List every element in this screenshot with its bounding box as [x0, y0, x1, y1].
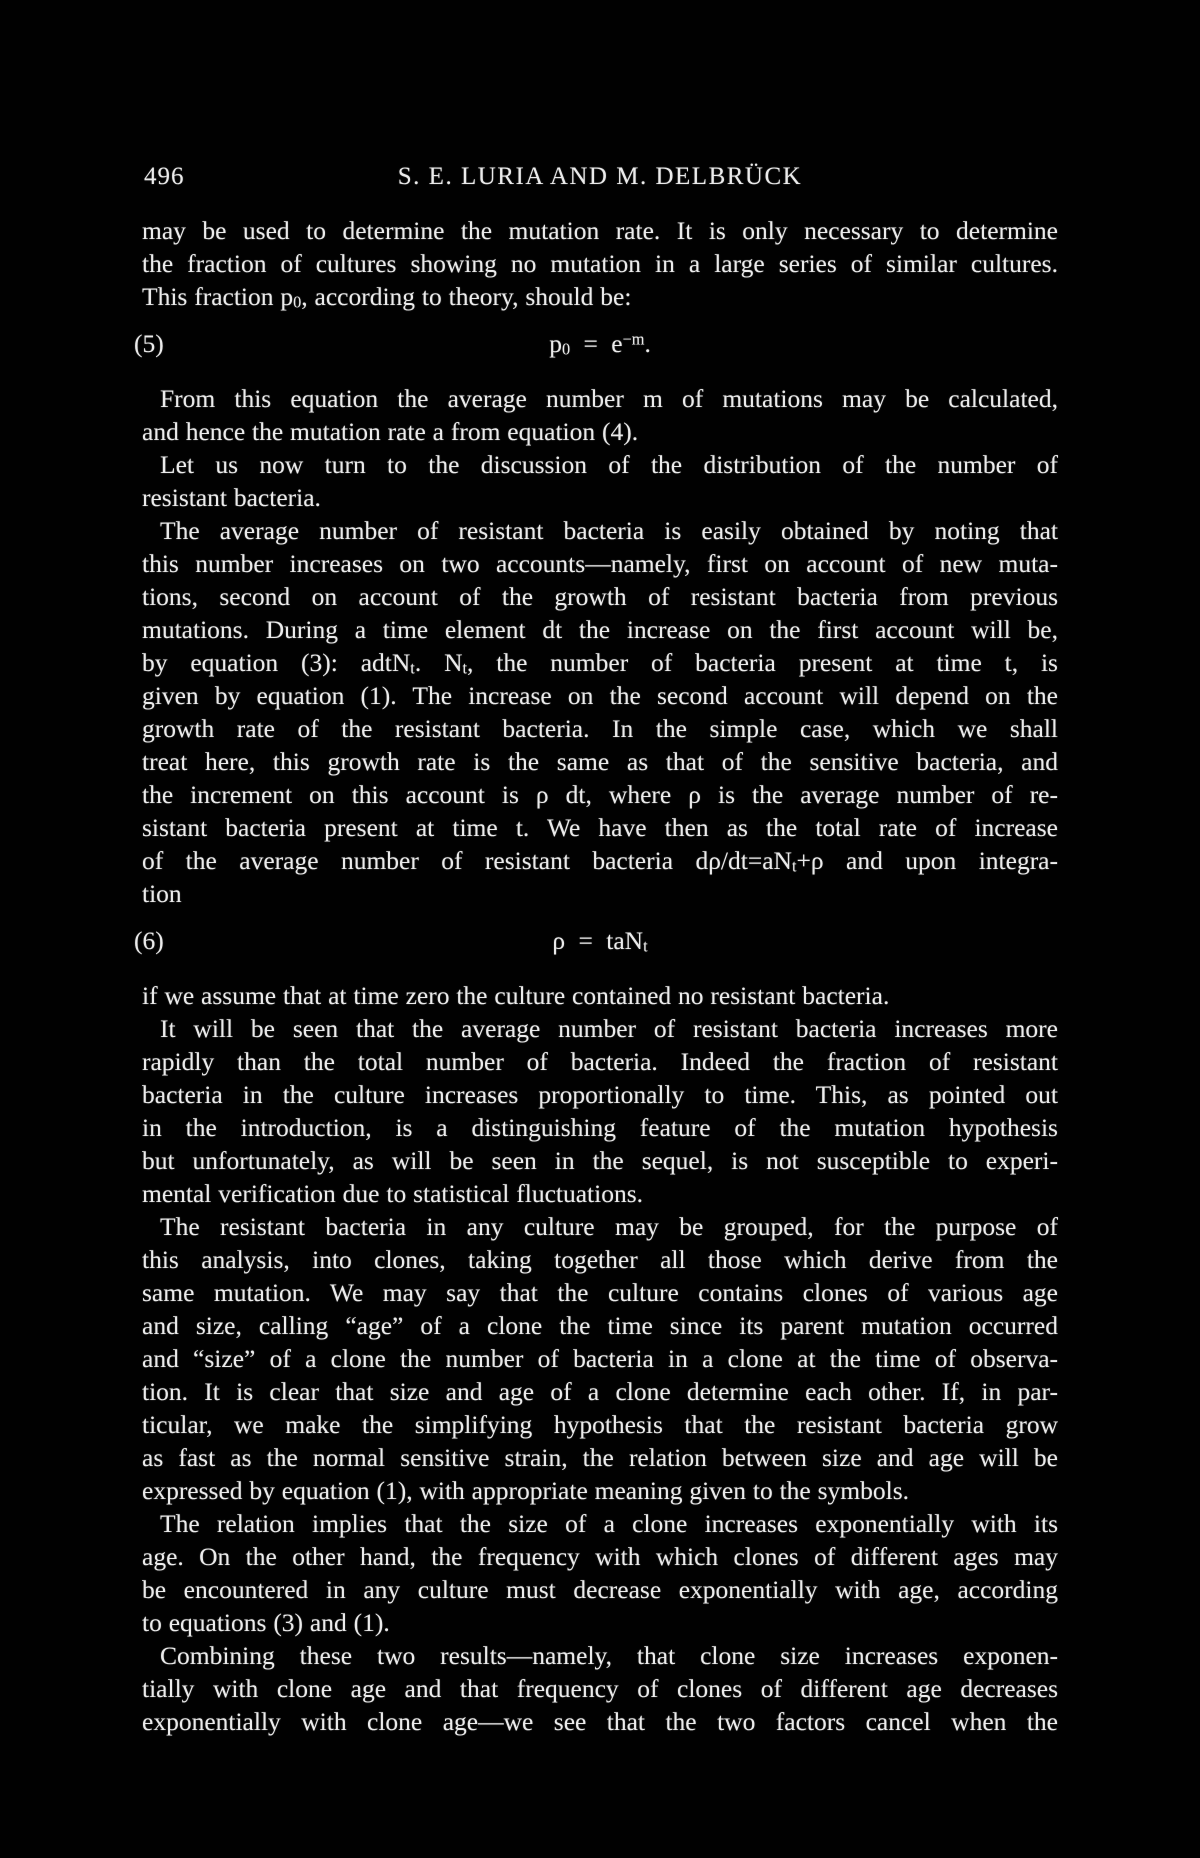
paragraph: [142, 1012, 1058, 1210]
text-line: expressed by equation (1), with appropriate meaning given to the symbols.: [142, 1476, 909, 1505]
text-line: and “size” of a clone the number of bacteria in a clone at the time of observa-: [142, 1344, 1058, 1373]
text-line: and size, calling “age” of a clone the time since its parent mutation occurred: [142, 1311, 1058, 1340]
page-number: 496: [144, 163, 185, 190]
page-body: [134, 214, 1058, 1738]
text-line: mental verification due to statistical fluctuations.: [142, 1179, 644, 1208]
text-line: The relation implies that the size of a clone increases exponentially with its: [160, 1509, 1058, 1538]
paragraph: [142, 514, 1058, 910]
text-line: the fraction of cultures showing no mutation in a large series of similar cultures.: [142, 249, 1058, 278]
text-line: rapidly than the total number of bacteria. Indeed the fraction of resistant: [142, 1047, 1058, 1076]
text-line: sistant bacteria present at time t. We have then as the total rate of increase: [142, 813, 1058, 842]
text-line: this number increases on two accounts—namely, first on account of new muta-: [142, 549, 1058, 578]
equation-formula: $p_0 = e^{-m}$.: [549, 329, 651, 359]
text-line: by equation (3): adtN$_t$. $N_t$, the number of bacteria present at time t, is: [142, 648, 1058, 678]
paragraph: [142, 448, 1058, 514]
text-line: age. On the other hand, the frequency with which clones of different ages may: [142, 1542, 1058, 1571]
page-header: [142, 160, 1058, 194]
text-line: This fraction $p_0$, according to theory, should be:: [142, 282, 632, 312]
equation-formula: ρ = taN$_t$: [552, 926, 648, 956]
running-title: S. E. LURIA AND M. DELBRÜCK: [397, 163, 803, 190]
paragraph: [142, 214, 1058, 313]
text-line: same mutation. We may say that the culture contains clones of various age: [142, 1278, 1058, 1307]
text-line: From this equation the average number m of mutations may be calculated,: [160, 384, 1058, 413]
text-line: treat here, this growth rate is the same as that of the sensitive bacteria, and: [142, 747, 1058, 776]
text-line: given by equation (1). The increase on the second account will depend on the: [142, 681, 1058, 710]
text-line: of the average number of resistant bacteria $d\rho/dt=aN_t+\rho$ and upon integra-: [142, 846, 1058, 876]
text-line: Let us now turn to the discussion of the distribution of the number of: [160, 450, 1058, 479]
text-line: ticular, we make the simplifying hypothesis that the resistant bacteria grow: [142, 1410, 1058, 1439]
text-line: tion. It is clear that size and age of a clone determine each other. If, in par-: [142, 1377, 1058, 1406]
text-line: The average number of resistant bacteria is easily obtained by noting that: [160, 516, 1058, 545]
equation: [134, 924, 1058, 957]
equation: [134, 327, 1058, 360]
text-line: It will be seen that the average number of resistant bacteria increases more: [160, 1014, 1058, 1043]
text-line: bacteria in the culture increases proportionally to time. This, as pointed out: [142, 1080, 1058, 1109]
text-line: and hence the mutation rate a from equation (4).: [142, 417, 639, 446]
text-line: tially with clone age and that frequency of clones of different age decreases: [142, 1674, 1058, 1703]
text-column: [134, 0, 1058, 1738]
paragraph: [142, 979, 1058, 1012]
equation-label: (5): [134, 329, 164, 358]
paragraph: [142, 1210, 1058, 1507]
equation-label: (6): [134, 926, 164, 955]
text-line: this analysis, into clones, taking together all those which derive from the: [142, 1245, 1058, 1274]
text-line: tions, second on account of the growth of resistant bacteria from previous: [142, 582, 1058, 611]
text-line: to equations (3) and (1).: [142, 1608, 390, 1637]
paragraph: [142, 1639, 1058, 1738]
text-line: mutations. During a time element dt the increase on the first account will be,: [142, 615, 1058, 644]
text-line: Combining these two results—namely, that clone size increases exponen-: [160, 1641, 1058, 1670]
text-line: growth rate of the resistant bacteria. In the simple case, which we shall: [142, 714, 1058, 743]
text-line: but unfortunately, as will be seen in the sequel, is not susceptible to experi-: [142, 1146, 1058, 1175]
text-line: exponentially with clone age—we see that the two factors cancel when the: [142, 1707, 1058, 1736]
paragraph: [142, 1507, 1058, 1639]
paragraph: [142, 382, 1058, 448]
text-line: the increment on this account is ρ dt, where ρ is the average number of re-: [142, 780, 1058, 809]
text-line: tion: [142, 879, 182, 908]
text-line: if we assume that at time zero the culture contained no resistant bacteria.: [142, 981, 890, 1010]
text-line: as fast as the normal sensitive strain, the relation between size and age will be: [142, 1443, 1058, 1472]
text-line: may be used to determine the mutation rate. It is only necessary to determine: [142, 216, 1058, 245]
text-line: be encountered in any culture must decrease exponentially with age, according: [142, 1575, 1058, 1604]
text-line: in the introduction, is a distinguishing feature of the mutation hypothesis: [142, 1113, 1058, 1142]
text-line: resistant bacteria.: [142, 483, 321, 512]
text-line: The resistant bacteria in any culture may be grouped, for the purpose of: [160, 1212, 1058, 1241]
